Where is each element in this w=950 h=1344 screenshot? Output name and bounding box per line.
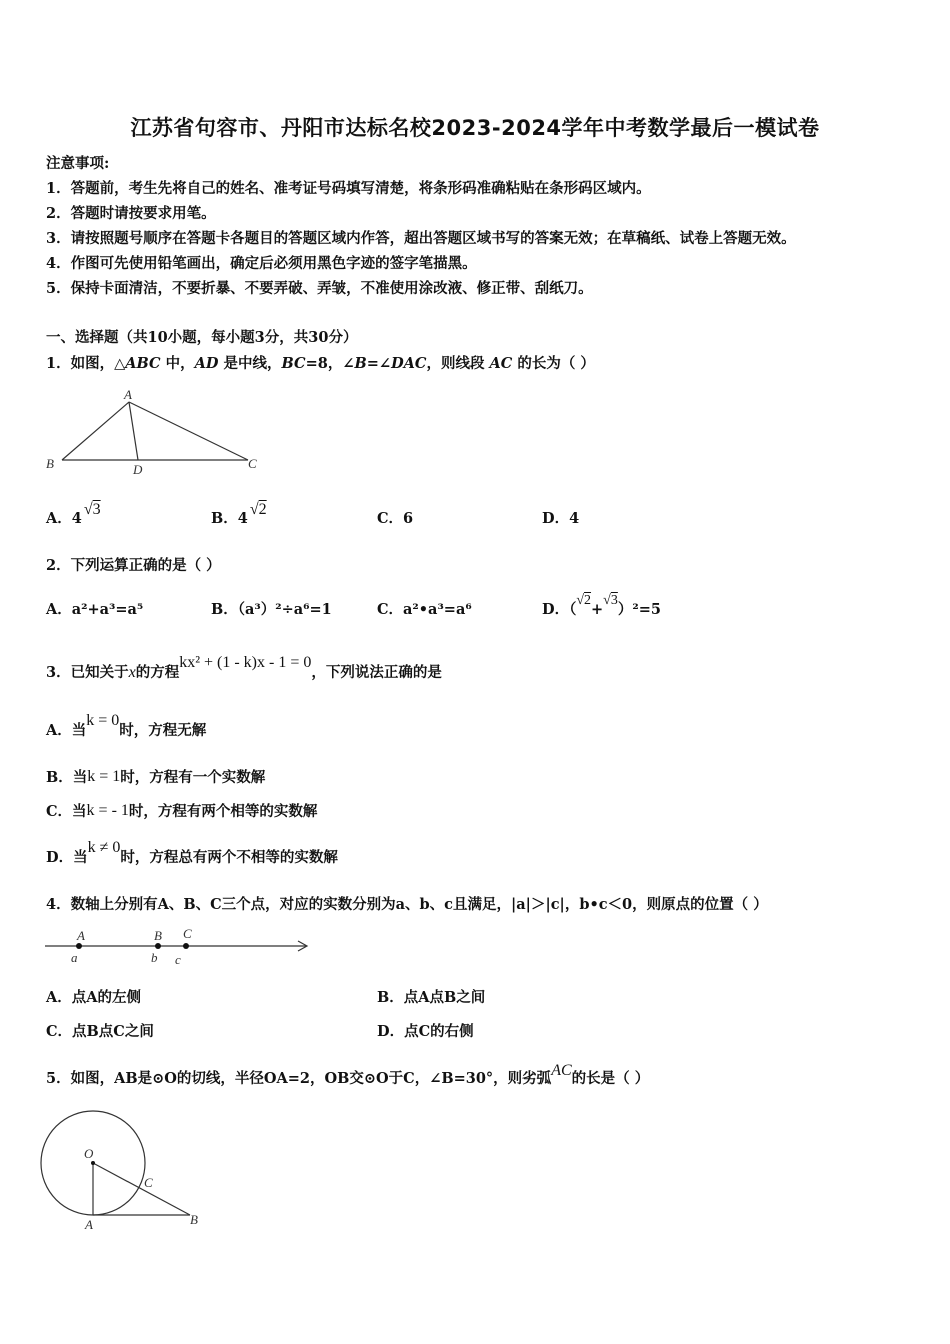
q2-option-b: B．（a³）²÷a⁶=1 xyxy=(211,601,332,618)
value-c-label: c xyxy=(175,952,181,967)
point-b-label: B xyxy=(190,1212,198,1227)
vertex-b-label: B xyxy=(46,456,54,471)
q3-stem: 3．已知关于x的方程kx² + (1 - k)x - 1 = 0，下列说法正确的是 xyxy=(46,654,442,681)
notice-item: 2．答题时请按要求用笔。 xyxy=(46,205,216,222)
notice-item: 1．答题前，考生先将自己的姓名、准考证号码填写清楚，将条形码准确粘贴在条形码区域内。 xyxy=(46,180,651,197)
q1-option-c: C．6 xyxy=(377,510,414,527)
point-b-label: B xyxy=(154,928,162,943)
notice-item: 5．保持卡面清洁，不要折暴、不要弄破、弄皱，不准使用涂改液、修正带、刮纸刀。 xyxy=(46,280,593,297)
q2-option-c: C．a²•a³=a⁶ xyxy=(377,601,472,618)
q1-option-a: A．4√3 xyxy=(46,501,101,527)
q1-option-b: B．4√2 xyxy=(211,501,267,527)
q1-triangle-figure xyxy=(40,385,270,480)
q3-option-c: C．当k = - 1时，方程有两个相等的实数解 xyxy=(46,802,318,820)
q4-option-d: D．点C的右侧 xyxy=(377,1023,474,1040)
page-title: 江苏省句容市、丹阳市达标名校2023-2024学年中考数学最后一模试卷 xyxy=(130,116,820,140)
q2-stem: 2．下列运算正确的是（ ） xyxy=(46,557,221,574)
value-b-label: b xyxy=(151,950,158,965)
q1-stem: 1．如图，△ABC 中，AD 是中线，BC=8，∠B=∠DAC，则线段 AC 的长为（ ） xyxy=(46,355,595,372)
q4-stem: 4．数轴上分别有A、B、C三个点，对应的实数分别为a、b、c且满足，|a|＞|c|，b•c＜0，则原点的位置（ ） xyxy=(46,896,768,913)
q4-option-a: A．点A的左侧 xyxy=(46,989,142,1006)
point-c-label: C xyxy=(183,926,192,941)
q3-option-b: B．当k = 1时，方程有一个实数解 xyxy=(46,768,266,786)
section-heading: 一、选择题（共10小题，每小题3分，共30分） xyxy=(46,329,358,346)
point-c-label: C xyxy=(144,1175,153,1190)
notice-item: 3．请按照题号顺序在答题卡各题目的答题区域内作答，超出答题区域书写的答案无效；在草稿纸、试卷上答题无效。 xyxy=(46,230,796,247)
q2-option-d: D．（√2+√3）²=5 xyxy=(542,593,661,618)
q4-option-b: B．点A点B之间 xyxy=(377,989,486,1006)
vertex-d-label: D xyxy=(133,462,143,477)
q4-number-line-figure xyxy=(40,922,315,972)
center-o-label: O xyxy=(84,1146,94,1161)
q4-option-c: C．点B点C之间 xyxy=(46,1023,154,1040)
q5-stem: 5．如图，AB是⊙O的切线，半径OA=2，OB交⊙O于C，∠B=30°，则劣弧AC的长是（ ） xyxy=(46,1062,650,1087)
q2-option-a: A．a²+a³=a⁵ xyxy=(46,601,144,618)
q3-option-d: D．当k ≠ 0时，方程总有两个不相等的实数解 xyxy=(46,839,338,866)
point-a-label: A xyxy=(77,928,85,943)
point-a-label: A xyxy=(85,1217,93,1232)
vertex-a-label: A xyxy=(124,387,132,402)
notice-heading: 注意事项: xyxy=(46,155,110,172)
q3-option-a: A．当k = 0时，方程无解 xyxy=(46,712,207,739)
vertex-c-label: C xyxy=(248,456,257,471)
q1-option-d: D．4 xyxy=(542,510,580,527)
q5-circle-figure xyxy=(40,1108,210,1233)
value-a-label: a xyxy=(71,950,78,965)
notice-item: 4．作图可先使用铅笔画出，确定后必须用黑色字迹的签字笔描黑。 xyxy=(46,255,477,272)
